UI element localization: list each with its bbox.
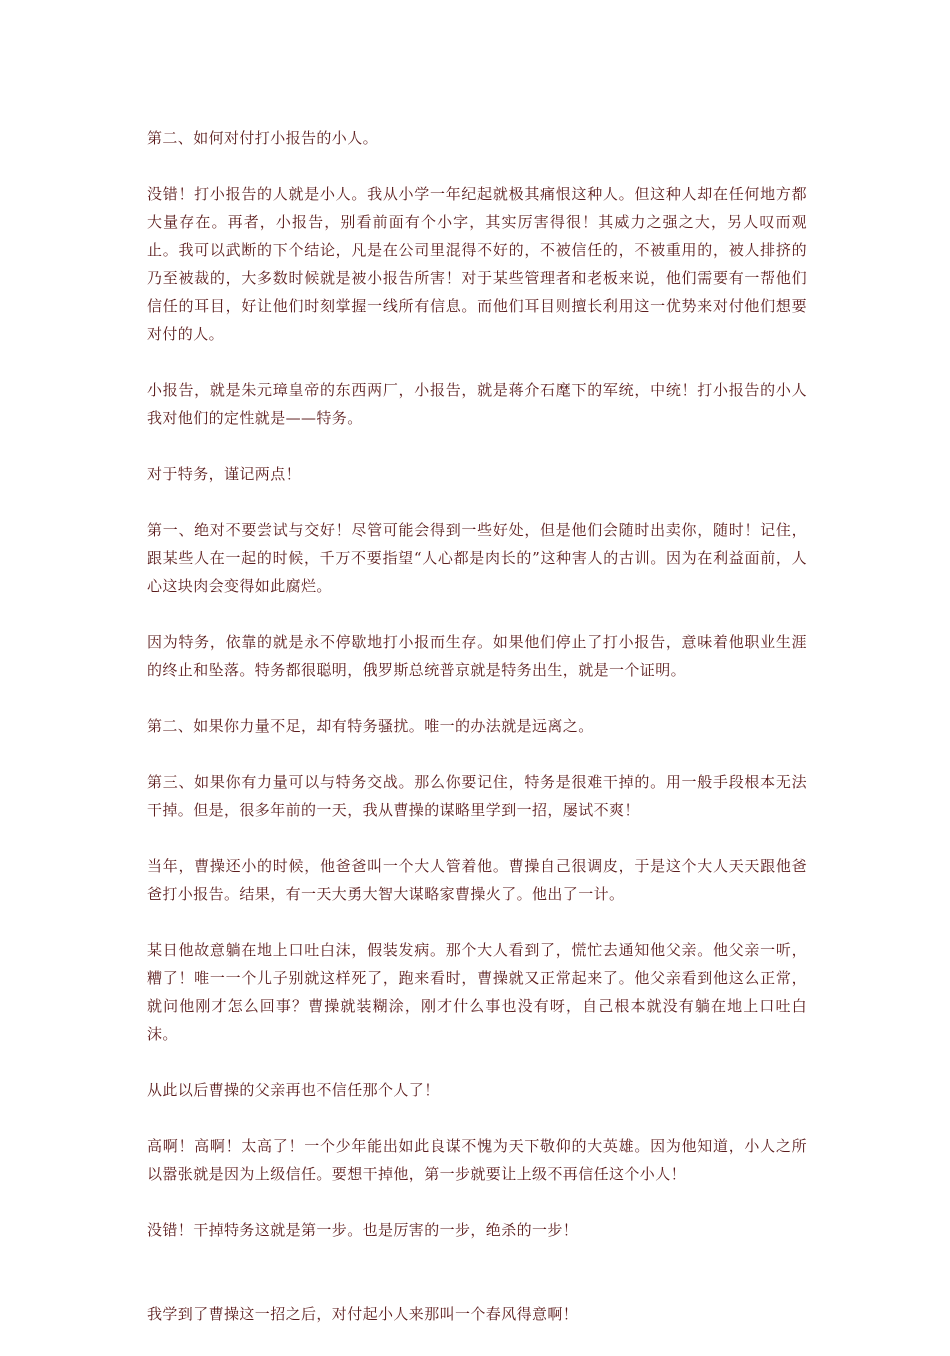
closing-paragraph: 我学到了曹操这一招之后，对付起小人来那叫一个春风得意啊！ xyxy=(147,1305,579,1323)
paragraph-9: 某日他故意躺在地上口吐白沫，假装发病。那个大人看到了，慌忙去通知他父亲。他父亲一听，糟了！唯一一个儿子别就这样死了，跑来看时，曹操就又正常起来了。他父亲看到他这么正常，就问他刚才怎么回事？曹操就装糊涂，刚才什么事也没有呀，自己根本就没有躺在地上口吐白沫。 xyxy=(147,941,807,1043)
document-body xyxy=(147,124,807,1356)
paragraph-7: 第三、如果你有力量可以与特务交战。那么你要记住，特务是很难干掉的。用一般手段根本无法干掉。但是，很多年前的一天，我从曹操的谋略里学到一招，屡试不爽！ xyxy=(147,773,807,819)
paragraph-12: 没错！干掉特务这就是第一步。也是厉害的一步，绝杀的一步！ xyxy=(147,1221,579,1239)
paragraph-3: 对于特务，谨记两点！ xyxy=(147,465,302,483)
paragraph-6: 第二、如果你力量不足，却有特务骚扰。唯一的办法就是远离之。 xyxy=(147,717,594,735)
paragraph-5: 因为特务，依靠的就是永不停歇地打小报而生存。如果他们停止了打小报告，意味着他职业生涯的终止和坠落。特务都很聪明，俄罗斯总统普京就是特务出生，就是一个证明。 xyxy=(147,633,807,679)
heading-paragraph: 第二、如何对付打小报告的小人。 xyxy=(147,129,379,147)
paragraph-1: 没错！打小报告的人就是小人。我从小学一年纪起就极其痛恨这种人。但这种人却在任何地方都大量存在。再者，小报告，别看前面有个小字，其实厉害得很！其威力之强之大，另人叹而观止。我可以武断的下个结论，凡是在公司里混得不好的，不被信任的，不被重用的，被人排挤的乃至被裁的，大多数时候就是被小报告所害！对于某些管理者和老板来说，他们需要有一帮他们信任的耳目，好让他们时刻掌握一线所有信息。而他们耳目则擅长利用这一优势来对付他们想要对付的人。 xyxy=(147,185,807,343)
paragraph-10: 从此以后曹操的父亲再也不信任那个人了！ xyxy=(147,1081,440,1099)
paragraph-8: 当年，曹操还小的时候，他爸爸叫一个大人管着他。曹操自己很调皮，于是这个大人天天跟他爸爸打小报告。结果，有一天大勇大智大谋略家曹操火了。他出了一计。 xyxy=(147,857,807,903)
paragraph-4: 第一、绝对不要尝试与交好！尽管可能会得到一些好处，但是他们会随时出卖你，随时！记住，跟某些人在一起的时候，千万不要指望“人心都是肉长的”这种害人的古训。因为在利益面前，人心这块肉会变得如此腐烂。 xyxy=(147,521,807,595)
paragraph-11: 高啊！高啊！太高了！一个少年能出如此良谋不愧为天下敬仰的大英雄。因为他知道，小人之所以嚣张就是因为上级信任。要想干掉他，第一步就要让上级不再信任这个小人！ xyxy=(147,1137,807,1183)
paragraph-2: 小报告，就是朱元璋皇帝的东西两厂，小报告，就是蒋介石麾下的军统，中统！打小报告的小人我对他们的定性就是——特务。 xyxy=(147,381,807,427)
blank-line xyxy=(147,1272,807,1300)
